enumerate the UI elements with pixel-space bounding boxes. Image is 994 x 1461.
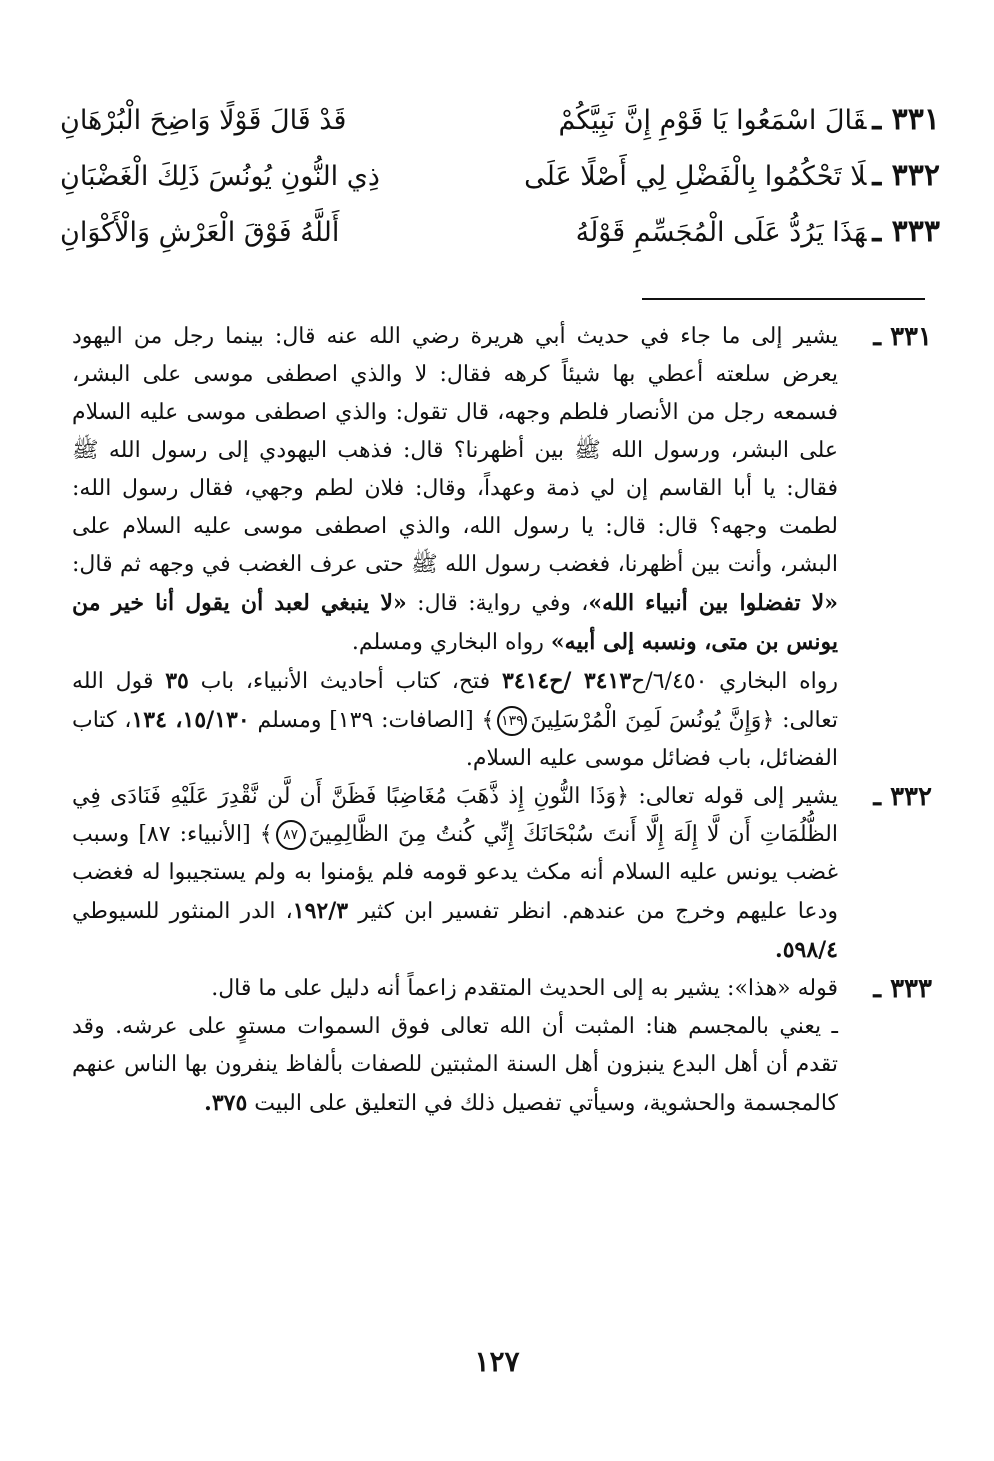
verse-second-hemistich: أَللَّهُ فَوْقَ الْعَرْشِ وَالْأَكْوَانِ: [60, 217, 340, 248]
footnote-paragraph: قوله «هذا»: يشير به إلى الحديث المتقدم زاعماً أنه دليل على ما قال.: [211, 976, 838, 1001]
footnote-333: [72, 970, 932, 1123]
footnote-paragraph: يشير إلى قوله تعالى: ﴿وَذَا النُّونِ إِذ ذَّهَبَ مُغَاضِبًا فَظَنَّ أَن لَّن نَّقْدِرَ عَلَيْهِ فَنَادَى فِي الظُّلُمَاتِ أَن لَّا إِلَهَ إِلَّا أَنتَ سُبْحَانَكَ إِنِّي كُنتُ مِنَ الظَّالِمِينَ٨٧﴾ [الأنبياء: ٨٧] وسبب غضب يونس عليه السلام أنه مكث يدعو قومه فلم يؤمنوا به ولم يستجيبوا له فغضب ودعا عليهم وخرج من عندهم. انظر تفسير ابن كثير ١٩٢/٣، الدر المنثور للسيوطي ٥٩٨/٤.: [72, 784, 839, 963]
verse-number: ٣٣٢ ـ: [872, 158, 940, 193]
footnote-divider: [642, 298, 925, 300]
footnote-reference: رواه البخاري ٦/٤٥٠/ح٣٤١٣ /ح٣٤١٤ فتح، كتاب أحاديث الأنبياء، باب ٣٥ قول الله تعالى: ﴿وَإِنَّ يُونُسَ لَمِنَ الْمُرْسَلِينَ١٣٩﴾ [الصافات: ١٣٩] ومسلم ١٥/١٣٠، ١٣٤، كتاب الفضائل، باب فضائل موسى عليه السلام.: [72, 668, 838, 771]
footnote-paragraph: يشير إلى ما جاء في حديث أبي هريرة رضي الله عنه قال: بينما رجل من اليهود يعرض سلعته أعطي بها شيئاً كرهه فقال: لا والذي اصطفى موسى على البشر، فسمعه رجل من الأنصار فلطم وجهه، قال تقول: والذي اصطفى موسى عليه السلام على البشر، ورسول الله ﷺ بين أظهرنا؟ قال: فذهب اليهودي إلى رسول الله ﷺ فقال: يا أبا القاسم إن لي ذمة وعهداً، وقال: فلان لطم وجهي، فقال رسول الله: لطمت وجهه؟ قال: قال: يا رسول الله، والذي اصطفى موسى عليه السلام على البشر، وأنت بين أظهرنا، فغضب رسول الله ﷺ حتى عرف الغضب في وجهه ثم قال: «لا تفضلوا بين أنبياء الله»، وفي رواية: قال: «لا ينبغي لعبد أن يقول أنا خير من يونس بن متى، ونسبه إلى أبيه» رواه البخاري ومسلم.: [72, 324, 838, 655]
footnote-body: [72, 778, 838, 970]
hadith-quote: «لا ينبغي لعبد أن يقول أنا خير من يونس بن متى، ونسبه إلى أبيه»: [72, 590, 838, 655]
verse-number: ٣٣١ ـ: [872, 102, 940, 137]
footnote-number: ٣٣٢ ـ: [873, 782, 932, 812]
footnote-body: [72, 318, 838, 778]
verse-first-hemistich: ٣٣٢ ـلَا تَحْكُمُوا بِالْفَضْلِ لِي أَصْلًا عَلَى: [524, 158, 940, 193]
footnote-332: [72, 778, 932, 970]
verse-second-hemistich: ذِي النُّونِ يُونُسَ ذَلِكَ الْغَضْبَانِ: [60, 161, 380, 192]
footnote-number: ٣٣٣ ـ: [873, 974, 932, 1004]
ayah-number-icon: ٨٧: [276, 820, 306, 850]
quran-verse: ﴿وَذَا النُّونِ إِذ ذَّهَبَ مُغَاضِبًا فَظَنَّ أَن لَّن نَّقْدِرَ عَلَيْهِ فَنَادَى فِي الظُّلُمَاتِ أَن لَّا إِلَهَ إِلَّا أَنتَ سُبْحَانَكَ إِنِّي كُنتُ مِنَ الظَّالِمِينَ: [72, 784, 839, 847]
verse-row: [60, 102, 940, 158]
poem-verses: [60, 102, 940, 270]
footnote-body: [72, 970, 838, 1123]
quran-verse: ﴿وَإِنَّ يُونُسَ لَمِنَ الْمُرْسَلِينَ: [530, 708, 775, 733]
verse-row: [60, 158, 940, 214]
verse-first-hemistich: ٣٣٣ ـهَذَا يَرُدُّ عَلَى الْمُجَسِّمِ قَوْلَهُ: [575, 214, 940, 249]
footnote-paragraph: ـ يعني بالمجسم هنا: المثبت أن الله تعالى فوق السموات مستوٍ على عرشه. وقد تقدم أن أهل البدع ينبزون أهل السنة المثبتين للصفات بألفاظ ينفرون بها الناس عنهم كالمجسمة والحشوية، وسيأتي تفصيل ذلك في التعليق على البيت ٣٧٥.: [72, 1014, 838, 1116]
footnote-number: ٣٣١ ـ: [873, 322, 932, 352]
hadith-quote: «لا تفضلوا بين أنبياء الله»: [588, 590, 838, 616]
verse-row: [60, 214, 940, 270]
ayah-number-icon: ١٣٩: [497, 706, 527, 736]
footnote-331: [72, 318, 932, 778]
verse-first-hemistich: ٣٣١ ـقَالَ اسْمَعُوا يَا قَوْمِ إِنَّ نَبِيَّكُمْ: [558, 102, 940, 137]
verse-number: ٣٣٣ ـ: [872, 214, 940, 249]
footnotes: [72, 318, 932, 1123]
verse-second-hemistich: قَدْ قَالَ قَوْلًا وَاضِحَ الْبُرْهَانِ: [60, 105, 347, 136]
page-number: ١٢٧: [474, 1345, 520, 1378]
